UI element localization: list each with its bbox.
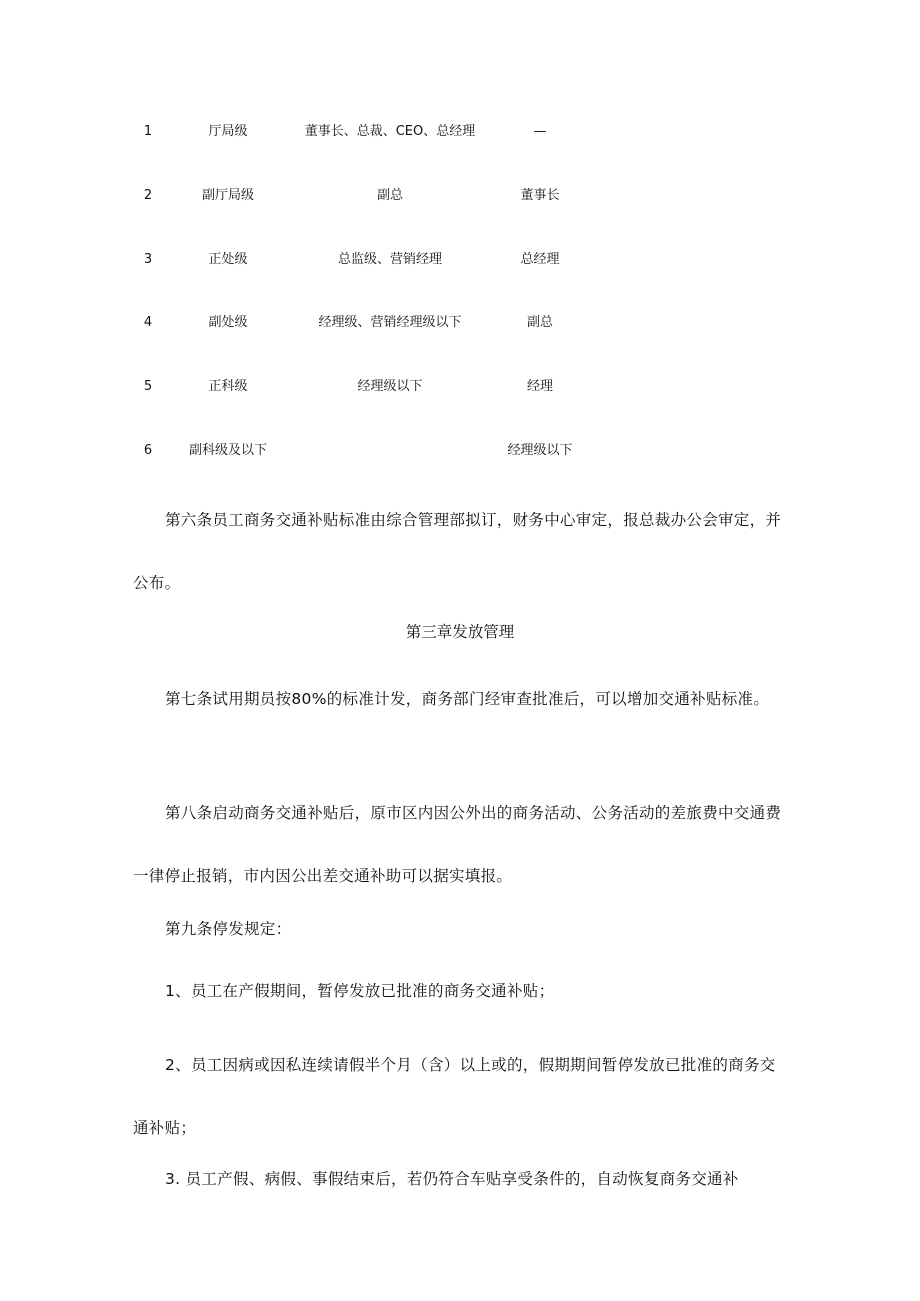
reference-position: 经理级以下 [507,443,573,458]
reference-position: — [533,124,547,139]
list-item: 3. 员工产假、病假、事假结束后，若仍符合车贴享受条件的，自动恢复商务交通补 [165,1170,739,1188]
admin-level: 正处级 [208,252,248,267]
reference-position: 董事长 [520,188,560,203]
reference-position: 总经理 [520,252,560,267]
admin-level: 厅局级 [208,124,248,139]
row-number: 5 [143,379,153,394]
company-position: 总监级、营销经理 [337,252,442,267]
table-row [0,184,920,208]
table-row [0,439,920,463]
article-8-paragraph: 第八条启动商务交通补贴后，原市区内因公外出的商务活动、公务活动的差旅费中交通费一律停止报销，市内因公出差交通补助可以据实填报。 [133,804,782,885]
company-position: 经理级以下 [357,379,423,394]
company-position: 副总 [376,188,403,203]
table-row [0,311,920,335]
row-number: 1 [143,124,153,139]
company-position: 经理级、营销经理级以下 [318,315,462,330]
article-6-paragraph: 第六条员工商务交通补贴标准由综合管理部拟订，财务中心审定，报总裁办公会审定，并公布。 [133,511,782,592]
company-position: 董事长、总裁、CEO、总经理 [304,124,476,139]
table-row [0,120,920,144]
article-9-paragraph: 第九条停发规定： [165,920,292,938]
reference-position: 副总 [526,315,553,330]
article-7-paragraph: 第七条试用期员按80%的标准计发，商务部门经审查批准后，可以增加交通补贴标准。 [165,690,770,708]
company-position [280,439,500,463]
table-row [0,248,920,272]
admin-level: 正科级 [208,379,248,394]
admin-level: 副厅局级 [201,188,254,203]
reference-position: 经理 [526,379,553,394]
row-number: 4 [143,315,153,330]
admin-level: 副处级 [208,315,248,330]
list-item: 1、员工在产假期间，暂停发放已批准的商务交通补贴； [165,982,555,1000]
row-number: 3 [143,252,153,267]
admin-level: 副科级及以下 [188,443,267,458]
row-number: 2 [143,188,153,203]
chapter-heading: 第三章发放管理 [405,623,515,641]
list-item: 2、员工因病或因私连续请假半个月（含）以上或的，假期期间暂停发放已批准的商务交通补贴； [133,1056,776,1137]
table-row [0,375,920,399]
row-number: 6 [143,443,153,458]
